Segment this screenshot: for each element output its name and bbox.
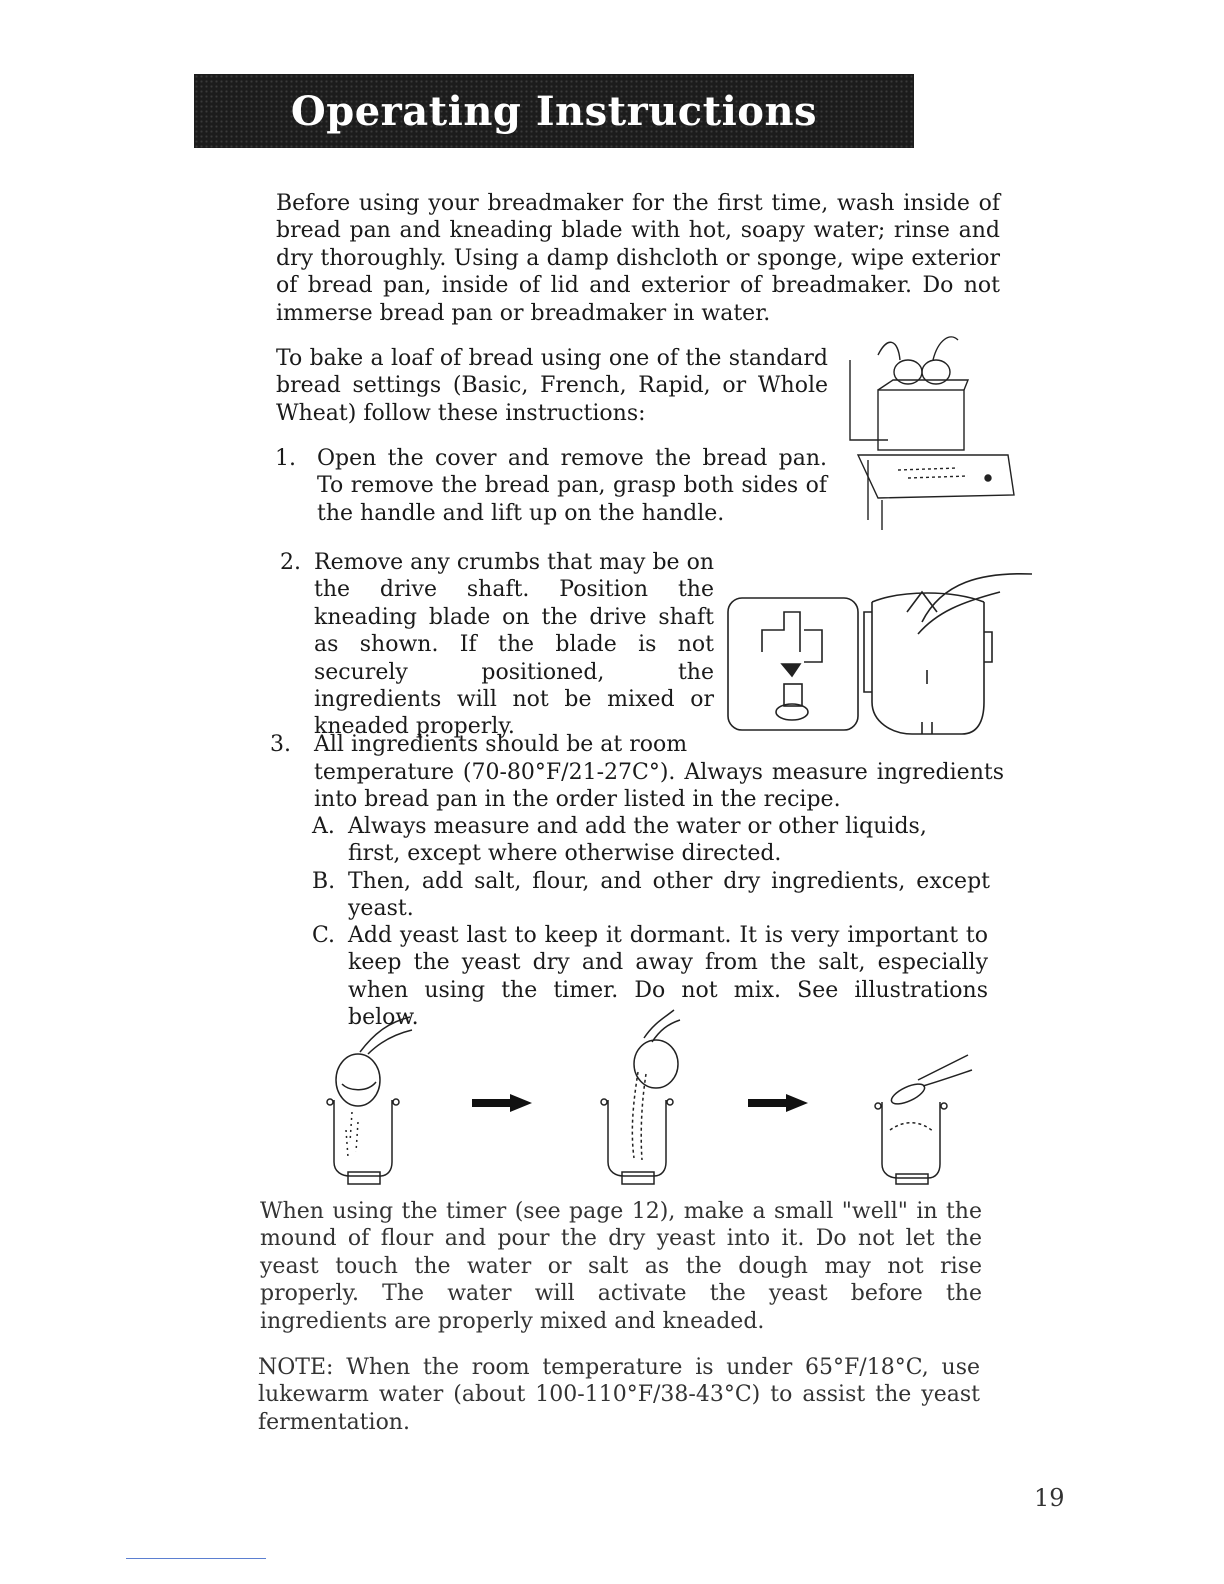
note-paragraph: NOTE: When the room temperature is under 65°F/18°C, use lukewarm water (about 100-110°F/38-43°C) to assist the yeast fermentation. bbox=[258, 1355, 980, 1435]
intro-paragraph: Before using your breadmaker for the first time, wash inside of bread pan and kneading blade with hot, soapy water; rinse and dry thoroughly. Using a damp dishcloth or sponge, wipe exterior of bread pan, inside of lid and exterior of breadmaker. Do not immerse bread pan or breadmaker in water. bbox=[276, 191, 1000, 326]
step-text: Remove any crumbs that may be on the drive shaft. Position the kneading blade on the drive shaft as shown. If the blade is not securely positioned, the ingredients will not be mixed or kneaded properly. bbox=[314, 550, 714, 740]
step-number: 1. bbox=[275, 446, 296, 471]
arrow-right-icon bbox=[748, 1094, 808, 1112]
pour-liquid-illustration bbox=[320, 1012, 430, 1188]
page-number: 19 bbox=[1034, 1484, 1065, 1512]
page-title: Operating Instructions bbox=[290, 87, 818, 135]
kneading-blade-illustration bbox=[722, 552, 1034, 744]
breadmaker-illustration bbox=[838, 320, 1020, 540]
step-1 bbox=[275, 445, 827, 527]
step-number: 3. bbox=[270, 732, 291, 757]
substep-a bbox=[312, 813, 978, 868]
step-3-continued: temperature (70-80°F/21-27C°). Always measure ingredients into bread pan in the order listed in the recipe. bbox=[314, 760, 1004, 813]
step-2 bbox=[280, 549, 714, 741]
step-text-line1: All ingredients should be at room bbox=[314, 732, 688, 757]
step-3 bbox=[270, 731, 1004, 758]
substep-text: Always measure and add the water or other liquids, first, except where otherwise directed. bbox=[348, 814, 927, 867]
footer-rule bbox=[126, 1558, 266, 1559]
timer-paragraph: When using the timer (see page 12), make a small "well" in the mound of flour and pour the dry yeast into it. Do not let the yeast touch the water or salt as the dough may not rise properly. The water will activate the yeast before the ingredients are properly mixed and kneaded. bbox=[260, 1199, 982, 1334]
substep-letter: C. bbox=[312, 923, 336, 948]
lead-in-paragraph: To bake a loaf of bread using one of the standard bread settings (Basic, French, Rapid, or Whole Wheat) follow these instructions: bbox=[276, 346, 828, 426]
step-text: Open the cover and remove the bread pan. To remove the bread pan, grasp both sides of the handle and lift up on the handle. bbox=[317, 446, 827, 526]
title-banner bbox=[194, 74, 914, 148]
add-yeast-illustration bbox=[868, 1050, 978, 1186]
substep-letter: B. bbox=[312, 869, 336, 894]
pour-flour-illustration bbox=[594, 1008, 704, 1188]
substep-text: Then, add salt, flour, and other dry ingredients, except yeast. bbox=[348, 869, 990, 922]
step-number: 2. bbox=[280, 550, 301, 575]
substep-text: Add yeast last to keep it dormant. It is very important to keep the yeast dry and away from the salt, especially when using the timer. Do not mix. See illustrations below. bbox=[348, 923, 988, 1031]
substep-b bbox=[312, 868, 990, 923]
substep-letter: A. bbox=[312, 814, 335, 839]
arrow-right-icon bbox=[472, 1094, 532, 1112]
